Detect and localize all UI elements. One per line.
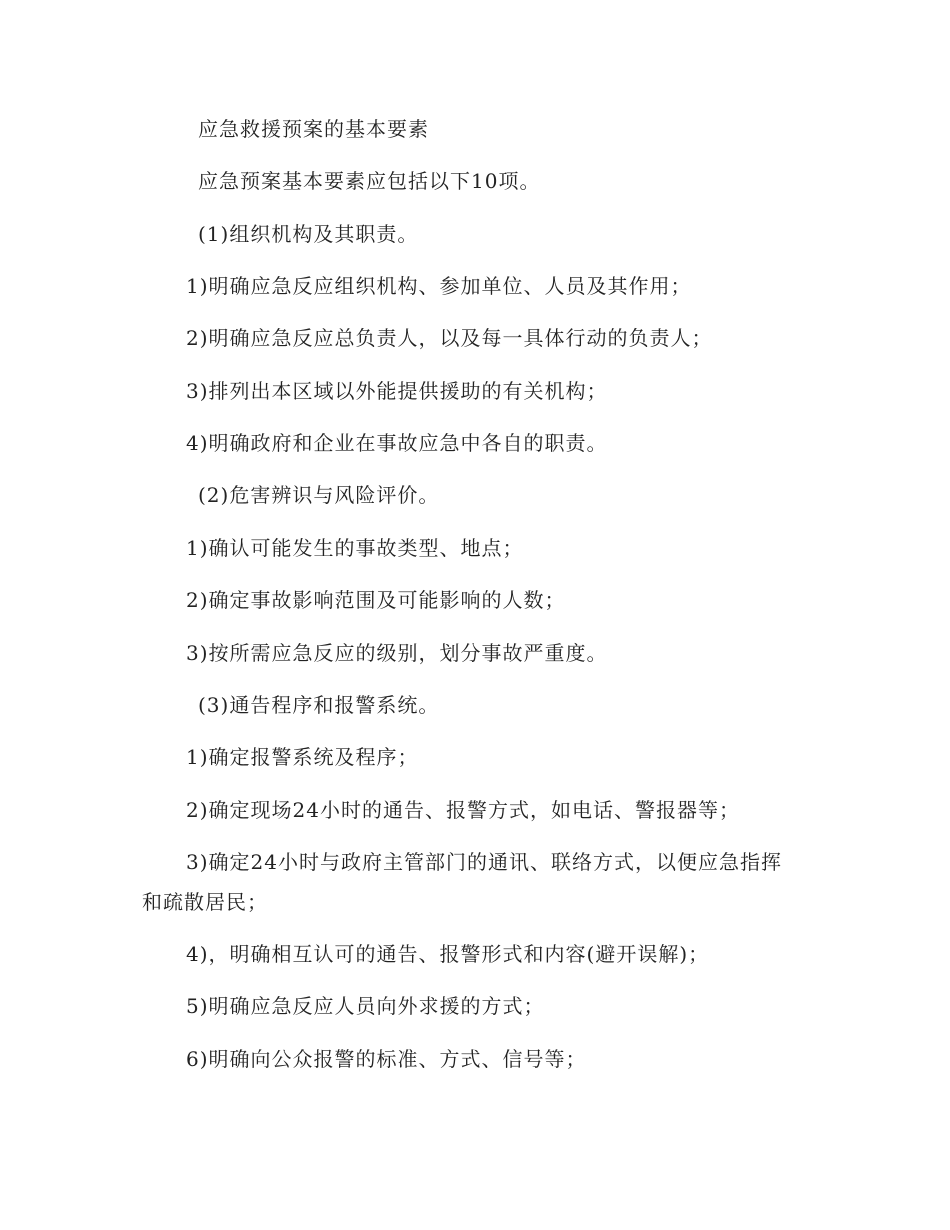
list-item: 1)确认可能发生的事故类型、地点； — [186, 536, 524, 560]
list-item-continuation: 和疏散居民； — [142, 890, 268, 914]
list-item: 3)按所需应急反应的级别，划分事故严重度。 — [186, 641, 608, 665]
document-title: 应急救援预案的基本要素 — [198, 117, 429, 141]
paragraph-line: 应急预案基本要素应包括以下10项。 — [198, 169, 541, 193]
list-item: 3)确定24小时与政府主管部门的通讯、联络方式，以便应急指挥 — [186, 850, 782, 874]
list-item: 2)确定事故影响范围及可能影响的人数； — [186, 588, 566, 612]
list-item: 6)明确向公众报警的标准、方式、信号等； — [186, 1047, 587, 1071]
list-item: 4)，明确相互认可的通告、报警形式和内容(避开误解)； — [186, 942, 710, 966]
section-heading: (3)通告程序和报警系统。 — [198, 693, 440, 717]
list-item: 2)确定现场24小时的通告、报警方式，如电话、警报器等； — [186, 798, 740, 822]
list-item: 3)排列出本区域以外能提供援助的有关机构； — [186, 379, 608, 403]
section-heading: (2)危害辨识与风险评价。 — [198, 483, 440, 507]
list-item: 2)明确应急反应总负责人，以及每一具体行动的负责人； — [186, 326, 713, 350]
list-item: 5)明确应急反应人员向外求援的方式； — [186, 994, 545, 1018]
list-item: 1)确定报警系统及程序； — [186, 745, 419, 769]
section-heading: (1)组织机构及其职责。 — [198, 222, 419, 246]
list-item: 1)明确应急反应组织机构、参加单位、人员及其作用； — [186, 274, 692, 298]
list-item: 4)明确政府和企业在事故应急中各自的职责。 — [186, 431, 608, 455]
